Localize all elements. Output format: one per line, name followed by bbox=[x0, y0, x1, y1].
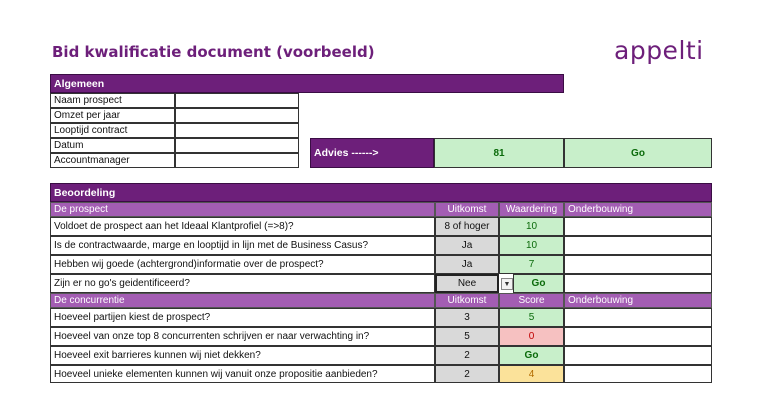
prospect-uitkomst-4-dropdown[interactable]: Nee bbox=[435, 274, 499, 293]
concurrentie-onderbouwing-3[interactable] bbox=[564, 346, 712, 365]
field-input-omzet-per-jaar[interactable] bbox=[175, 108, 299, 123]
prospect-score-1: 10 bbox=[499, 217, 564, 236]
prospect-score-4: Go bbox=[513, 274, 564, 293]
concurrentie-uitkomst-3[interactable]: 2 bbox=[435, 346, 499, 365]
concurrentie-score-1: 5 bbox=[499, 308, 564, 327]
col-header-uitkomst: Uitkomst bbox=[435, 202, 499, 217]
field-input-accountmanager[interactable] bbox=[175, 153, 299, 168]
field-label-accountmanager: Accountmanager bbox=[50, 153, 175, 168]
advies-score: 81 bbox=[434, 138, 564, 168]
concurrentie-uitkomst-1[interactable]: 3 bbox=[435, 308, 499, 327]
concurrentie-score-4: 4 bbox=[499, 365, 564, 383]
prospect-question-2: Is de contractwaarde, marge en looptijd in lijn met de Business Casus? bbox=[50, 236, 435, 255]
prospect-uitkomst-2[interactable]: Ja bbox=[435, 236, 499, 255]
concurrentie-question-3: Hoeveel exit barrieres kunnen wij niet dekken? bbox=[50, 346, 435, 365]
prospect-score-2: 10 bbox=[499, 236, 564, 255]
concurrentie-onderbouwing-1[interactable] bbox=[564, 308, 712, 327]
prospect-question-4: Zijn er no go's geidentificeerd? bbox=[50, 274, 435, 293]
field-input-looptijd-contract[interactable] bbox=[175, 123, 299, 138]
concurrentie-score-2: 0 bbox=[499, 327, 564, 346]
document-title: Bid kwalificatie document (voorbeeld) bbox=[52, 43, 375, 61]
subheader-de-concurrentie: De concurrentie bbox=[50, 293, 435, 308]
field-label-looptijd-contract: Looptijd contract bbox=[50, 123, 175, 138]
concurrentie-onderbouwing-2[interactable] bbox=[564, 327, 712, 346]
prospect-onderbouwing-4[interactable] bbox=[564, 274, 712, 293]
chevron-down-icon[interactable]: ▼ bbox=[501, 278, 513, 290]
col-header-uitkomst-2: Uitkomst bbox=[435, 293, 499, 308]
appelti-logo: appelti bbox=[614, 36, 704, 65]
concurrentie-uitkomst-4[interactable]: 2 bbox=[435, 365, 499, 383]
prospect-score-3: 7 bbox=[499, 255, 564, 274]
col-header-onderbouwing: Onderbouwing bbox=[564, 202, 712, 217]
concurrentie-question-2: Hoeveel van onze top 8 concurrenten schrijven er naar verwachting in? bbox=[50, 327, 435, 346]
section-header-beoordeling: Beoordeling bbox=[50, 183, 712, 202]
prospect-onderbouwing-2[interactable] bbox=[564, 236, 712, 255]
field-label-datum: Datum bbox=[50, 138, 175, 153]
advies-label: Advies ------> bbox=[310, 138, 434, 168]
prospect-onderbouwing-3[interactable] bbox=[564, 255, 712, 274]
field-label-omzet-per-jaar: Omzet per jaar bbox=[50, 108, 175, 123]
concurrentie-uitkomst-2[interactable]: 5 bbox=[435, 327, 499, 346]
section-header-algemeen: Algemeen bbox=[50, 74, 564, 93]
concurrentie-score-3: Go bbox=[499, 346, 564, 365]
col-header-waardering: Waardering bbox=[499, 202, 564, 217]
prospect-question-1: Voldoet de prospect aan het Ideaal Klantprofiel (=>8)? bbox=[50, 217, 435, 236]
concurrentie-question-1: Hoeveel partijen kiest de prospect? bbox=[50, 308, 435, 327]
prospect-question-3: Hebben wij goede (achtergrond)informatie over de prospect? bbox=[50, 255, 435, 274]
field-input-datum[interactable] bbox=[175, 138, 299, 153]
col-header-score: Score bbox=[499, 293, 564, 308]
col-header-onderbouwing-2: Onderbouwing bbox=[564, 293, 712, 308]
concurrentie-onderbouwing-4[interactable] bbox=[564, 365, 712, 383]
field-input-naam-prospect[interactable] bbox=[175, 93, 299, 108]
field-label-naam-prospect: Naam prospect bbox=[50, 93, 175, 108]
prospect-uitkomst-3[interactable]: Ja bbox=[435, 255, 499, 274]
subheader-de-prospect: De prospect bbox=[50, 202, 435, 217]
prospect-onderbouwing-1[interactable] bbox=[564, 217, 712, 236]
advies-verdict: Go bbox=[564, 138, 712, 168]
prospect-uitkomst-1[interactable]: 8 of hoger bbox=[435, 217, 499, 236]
concurrentie-question-4: Hoeveel unieke elementen kunnen wij vanuit onze propositie aanbieden? bbox=[50, 365, 435, 383]
